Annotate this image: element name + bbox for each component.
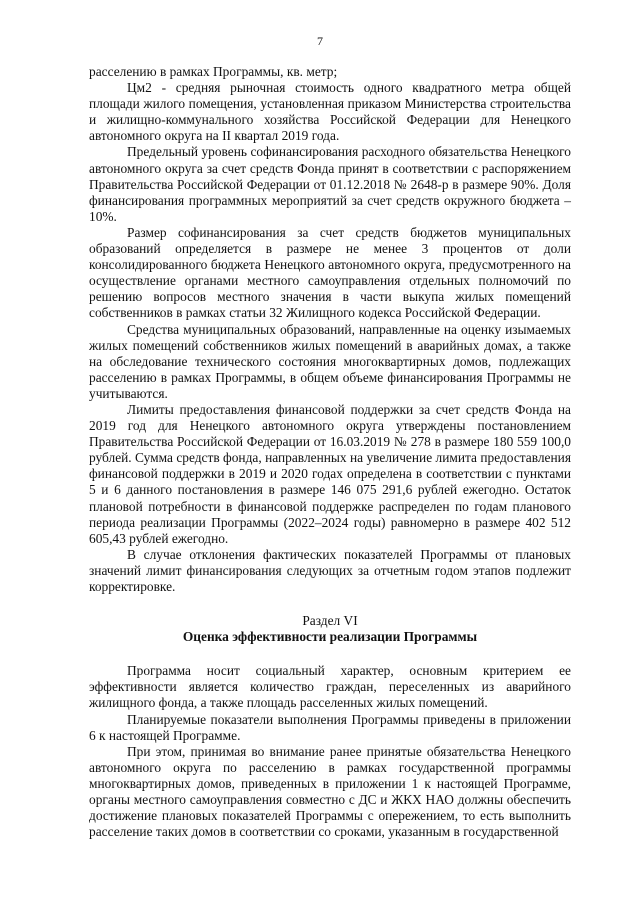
paragraph: Средства муниципальных образований, направленные на оценку изымаемых жилых помещений собственников жилых помещений в аварийных домах, а также на обследование технического состояния многоквартирных домов, подлежащих расселению в рамках Программы, в общем объеме финансирования Программы не учитываются. (89, 321, 571, 401)
paragraph: В случае отклонения фактических показателей Программы от плановых значений лимит финансирования следующих за отчетным годом этапов подлежит корректировке. (89, 546, 571, 594)
page-number: 7 (317, 34, 323, 48)
paragraph: Планируемые показатели выполнения Программы приведены в приложении 6 к настоящей Программе. (89, 711, 571, 743)
paragraph: Цм2 - средняя рыночная стоимость одного квадратного метра общей площади жилого помещения, установленная приказом Министерства строительства и жилищно-коммунального хозяйства Российской Федерации для Ненецкого автономного округа на II квартал 2019 года. (89, 80, 571, 144)
paragraph: Лимиты предоставления финансовой поддержки за счет средств Фонда на 2019 год для Ненецкого автономного округа утверждены постановлением Правительства Российской Федерации от 16.03.2019 № 278 в размере 180 559 100,0 рублей. Сумма средств фонда, направленных на увеличение лимита предоставления финансовой поддержки в 2019 и 2020 годах определена в соответствии с пунктами 5 и 6 данного постановления в размере 146 075 291,6 рублей ежегодно. Остаток плановой потребности в финансовой поддержке распределен по годам планового периода реализации Программы (2022–2024 годы) равномерно в размере 402 512 605,43 рублей ежегодно. (89, 401, 571, 546)
paragraph: расселению в рамках Программы, кв. метр; (89, 64, 338, 79)
paragraph: Программа носит социальный характер, основным критерием ее эффективности является количество граждан, переселенных из аварийного жилищного фонда, а также площадь расселенных жилых помещений. (89, 663, 571, 711)
paragraph: Размер софинансирования за счет средств бюджетов муниципальных образований определяется в размере не менее 3 процентов от доли консолидированного бюджета Ненецкого автономного округа, предусмотренного на осуществление органами местного самоуправления отдельных полномочий по решению вопросов местного значения в части выкупа жилых помещений собственников в рамках статьи 32 Жилищного кодекса Российской Федерации. (89, 224, 571, 321)
section-label: Раздел VI (302, 613, 358, 629)
document-body (89, 64, 571, 840)
section-title: Оценка эффективности реализации Программы (182, 629, 478, 645)
paragraph: Предельный уровень софинансирования расходного обязательства Ненецкого автономного округа за счет средств Фонда принят в соответствии с распоряжением Правительства Российской Федерации от 01.12.2018 № 2648-р в размере 90%. Доля финансирования программных мероприятий за счет средств окружного бюджета – 10%. (89, 144, 571, 224)
paragraph: При этом, принимая во внимание ранее принятые обязательства Ненецкого автономного округа по расселению в рамках государственной программы многоквартирных домов, приведенных в приложении 1 к настоящей Программе, органы местного самоуправления совместно с ДС и ЖКХ НАО должны обеспечить достижение плановых показателей Программы с опережением, то есть выполнить расселение таких домов в соответствии со сроками, указанным в государственной (89, 743, 571, 840)
